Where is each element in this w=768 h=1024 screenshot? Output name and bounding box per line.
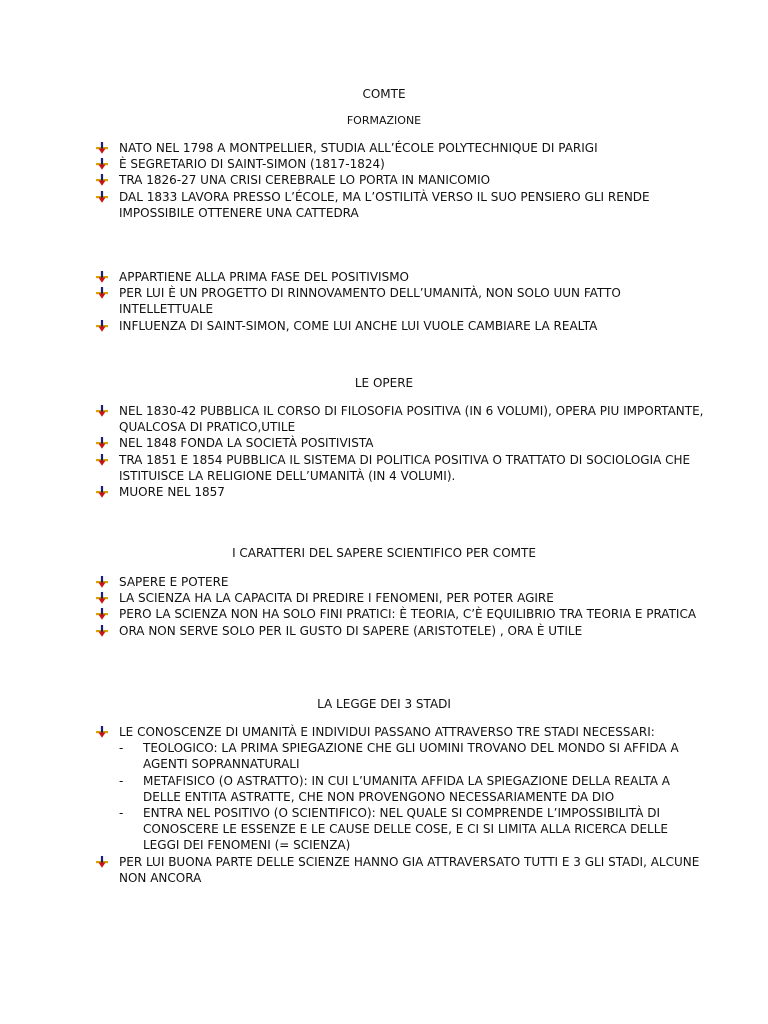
- list-item: PERO LA SCIENZA NON HA SOLO FINI PRATICI: È TEORIA, C’È EQUILIBRIO TRA TEORIA E PRATICA: [96, 606, 706, 622]
- arrow-down-bullet-icon: [96, 191, 108, 203]
- bullet-list-opere: [96, 403, 706, 500]
- arrow-down-bullet-icon: [96, 592, 108, 604]
- list-item: ORA NON SERVE SOLO PER IL GUSTO DI SAPERE (ARISTOTELE) , ORA È UTILE: [96, 623, 706, 639]
- sub-list-stadi: [119, 740, 706, 853]
- bullet-list-stadi: [96, 724, 706, 886]
- arrow-down-bullet-icon: [96, 437, 108, 449]
- section-heading-caratteri: I CARATTERI DEL SAPERE SCIENTIFICO PER COMTE: [232, 546, 536, 560]
- bullet-list-caratteri: [96, 574, 706, 639]
- bullet-list-positivismo: [96, 269, 706, 334]
- list-item: DAL 1833 LAVORA PRESSO L’ÉCOLE, MA L’OSTILITÀ VERSO IL SUO PENSIERO GLI RENDE IMPOSSIBILE OTTENERE UNA CATTEDRA: [96, 189, 706, 221]
- list-item: NEL 1830-42 PUBBLICA IL CORSO DI FILOSOFIA POSITIVA (IN 6 VOLUMI), OPERA PIU IMPORTANTE, QUALCOSA DI PRATICO,UTILE: [96, 403, 706, 435]
- arrow-down-bullet-icon: [96, 576, 108, 588]
- arrow-down-bullet-icon: [96, 608, 108, 620]
- arrow-down-bullet-icon: [96, 142, 108, 154]
- list-item: NEL 1848 FONDA LA SOCIETÀ POSITIVISTA: [96, 435, 706, 451]
- list-item: PER LUI BUONA PARTE DELLE SCIENZE HANNO GIA ATTRAVERSATO TUTTI E 3 GLI STADI, ALCUNE NON ANCORA: [96, 854, 706, 886]
- arrow-down-bullet-icon: [96, 174, 108, 186]
- arrow-down-bullet-icon: [96, 158, 108, 170]
- list-item: PER LUI È UN PROGETTO DI RINNOVAMENTO DELL’UMANITÀ, NON SOLO UUN FATTO INTELLETTUALE: [96, 285, 706, 317]
- bullet-list-formazione: [96, 140, 706, 221]
- arrow-down-bullet-icon: [96, 271, 108, 283]
- list-item: È SEGRETARIO DI SAINT-SIMON (1817-1824): [96, 156, 706, 172]
- arrow-down-bullet-icon: [96, 405, 108, 417]
- dash-marker: -: [119, 806, 124, 821]
- list-item: NATO NEL 1798 A MONTPELLIER, STUDIA ALL’ÉCOLE POLYTECHNIQUE DI PARIGI: [96, 140, 706, 156]
- section-heading-formazione: FORMAZIONE: [346, 114, 422, 127]
- arrow-down-bullet-icon: [96, 454, 108, 466]
- dash-marker: -: [119, 741, 124, 756]
- list-item: LE CONOSCENZE DI UMANITÀ E INDIVIDUI PASSANO ATTRAVERSO TRE STADI NECESSARI: - TEOLOGICO: LA PRIMA SPIEGAZIONE CHE GLI UOMINI TROVANO DEL MONDO SI AFFIDA A AGENTI SOPRANNATURALI - METAFISICO (O ASTRATTO): IN CUI L’UMANITA AFFIDA LA SPIEGAZIONE DELLA REALTA A DELLE ENTITA ASTRATTE, CHE NON PROVENGONO NECESSARIAMENTE DA DIO - ENTRA NEL POSITIVO (O SCIENTIFICO): NEL QUALE SI COMPRENDE L’IMPOSSIBILITÀ DI CONOSCERE LE ESSENZE E LE CAUSE DELLE COSE, E CI SI LIMITA ALLA RICERCA DELLE LEGGI DEI FENOMENI (= SCIENZA): [96, 724, 706, 854]
- list-item: MUORE NEL 1857: [96, 484, 706, 500]
- section-heading-le-opere: LE OPERE: [354, 376, 414, 390]
- arrow-down-bullet-icon: [96, 287, 108, 299]
- section-heading-legge-3-stadi: LA LEGGE DEI 3 STADI: [317, 697, 451, 711]
- arrow-down-bullet-icon: [96, 625, 108, 637]
- arrow-down-bullet-icon: [96, 856, 108, 868]
- sub-list-item: - METAFISICO (O ASTRATTO): IN CUI L’UMANITA AFFIDA LA SPIEGAZIONE DELLA REALTA A DELLE ENTITA ASTRATTE, CHE NON PROVENGONO NECESSARIAMENTE DA DIO: [119, 773, 671, 804]
- dash-marker: -: [119, 773, 124, 788]
- arrow-down-bullet-icon: [96, 486, 108, 498]
- arrow-down-bullet-icon: [96, 726, 108, 738]
- list-item: TRA 1851 E 1854 PUBBLICA IL SISTEMA DI POLITICA POSITIVA O TRATTATO DI SOCIOLOGIA CHE ISTITUISCE LA RELIGIONE DELL’UMANITÀ (IN 4 VOLUMI).: [96, 452, 706, 484]
- list-item: LA SCIENZA HA LA CAPACITA DI PREDIRE I FENOMENI, PER POTER AGIRE: [96, 590, 706, 606]
- document-title: COMTE: [362, 87, 406, 101]
- list-item: SAPERE E POTERE: [96, 574, 706, 590]
- list-item: APPARTIENE ALLA PRIMA FASE DEL POSITIVISMO: [96, 269, 706, 285]
- list-item: TRA 1826-27 UNA CRISI CEREBRALE LO PORTA IN MANICOMIO: [96, 172, 706, 188]
- list-item: INFLUENZA DI SAINT-SIMON, COME LUI ANCHE LUI VUOLE CAMBIARE LA REALTA: [96, 318, 706, 334]
- sub-list-item: - ENTRA NEL POSITIVO (O SCIENTIFICO): NEL QUALE SI COMPRENDE L’IMPOSSIBILITÀ DI CONOSCERE LE ESSENZE E LE CAUSE DELLE COSE, E CI SI LIMITA ALLA RICERCA DELLE LEGGI DEI FENOMENI (= SCIENZA): [119, 806, 669, 853]
- arrow-down-bullet-icon: [96, 320, 108, 332]
- sub-list-item: - TEOLOGICO: LA PRIMA SPIEGAZIONE CHE GLI UOMINI TROVANO DEL MONDO SI AFFIDA A AGENTI SOPRANNATURALI: [119, 741, 679, 772]
